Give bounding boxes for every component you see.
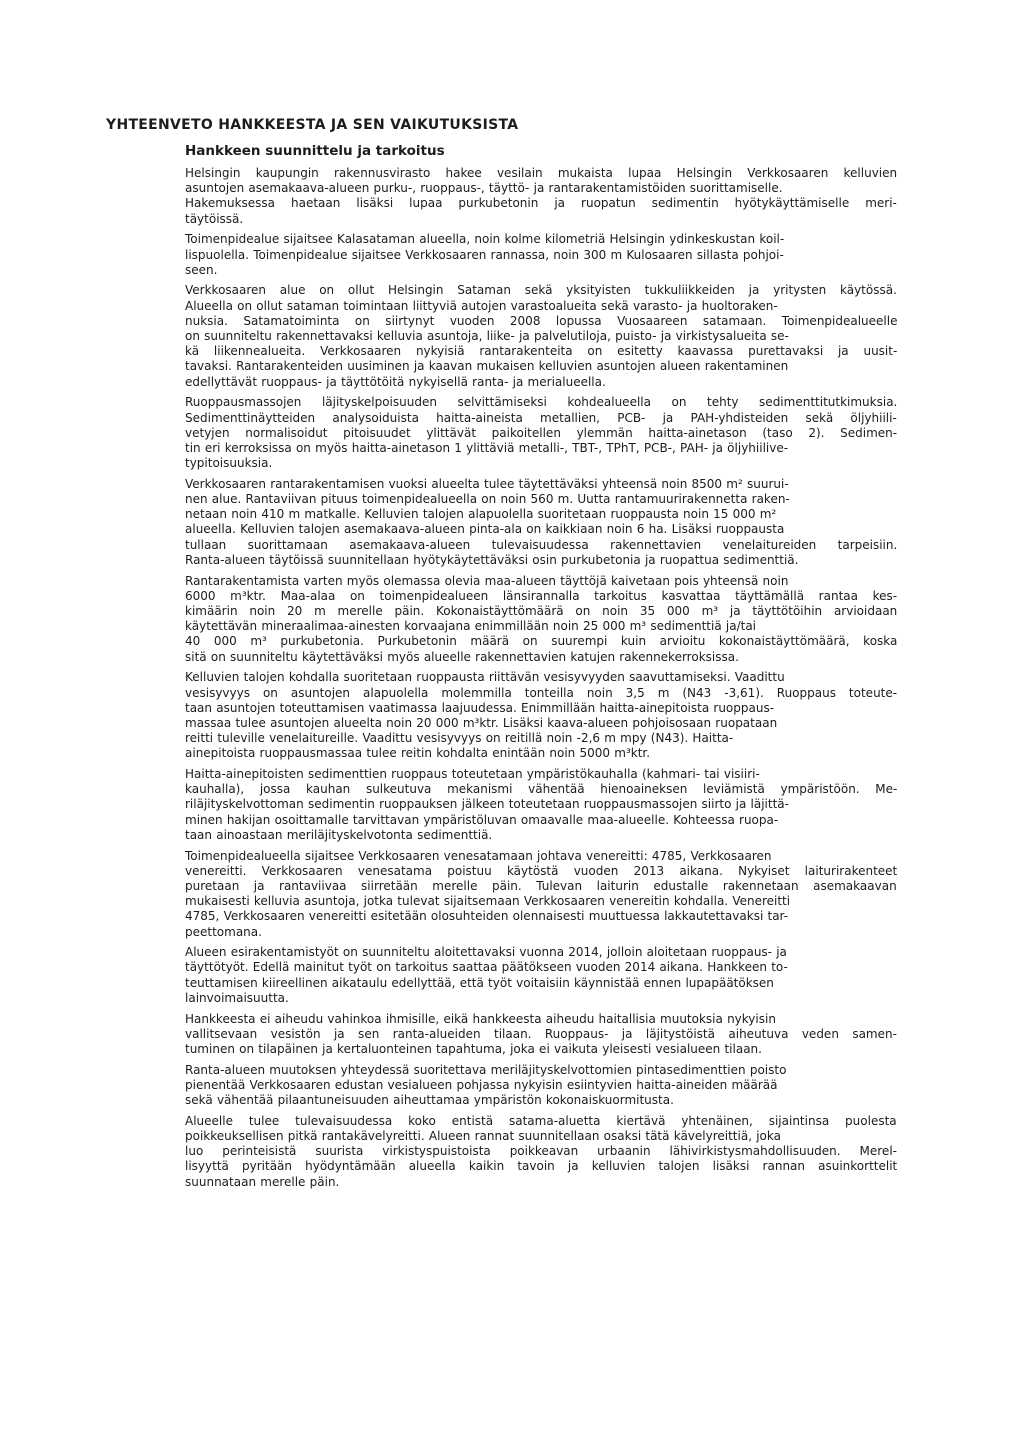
text-line: Ranta-alueen täytöissä suunnitellaan hyötykäytettäväksi osin purkubetonia ja ruopattua sedimenttiä. xyxy=(185,552,799,567)
text-line: asuntojen asemakaava-alueen purku-, ruoppaus-, täyttö- ja rantarakentamistöiden suorittamiselle. xyxy=(185,181,783,196)
text-line: Haitta-ainepitoisten sedimenttien ruoppaus toteutetaan ympäristökauhalla (kahmari- tai visiiri- xyxy=(185,767,760,782)
text-line: suunnataan merelle päin. xyxy=(185,1174,340,1189)
text-line: Hakemuksessa haetaan lisäksi lupaa purkubetonin ja ruopatun sedimentin hyötykäyttämiselle meri- xyxy=(185,196,897,211)
text-line: typitoisuuksia. xyxy=(185,456,273,471)
text-line: venereitti. Verkkosaaren venesatama poistuu käytöstä vuoden 2013 aikana. Nykyiset laiturirakenteet xyxy=(185,863,898,878)
text-line: luo perinteisistä suurista virkistyspuistoista poikkeavan urbaanin lähivirkistysmahdollisuuden. Merel- xyxy=(185,1144,897,1159)
text-line: Helsingin kaupungin rakennusvirasto hakee vesilain mukaista lupaa Helsingin Verkkosaaren kelluvien xyxy=(185,166,898,180)
text-line: Kelluvien talojen kohdalla suoritetaan ruoppausta riittävän vesisyvyyden saavuttamiseksi. Vaadittu xyxy=(185,670,785,685)
text-line: kauhalla), jossa kauhan sulkeutuva mekanismi vähentää hienoaineksen leviämistä ympäristöön. Me- xyxy=(185,782,898,797)
text-line: mukaisesti kelluvia asuntoja, jotka tulevat sijaitsemaan Verkkosaaren venereitin kohdalla. Venereitti xyxy=(185,894,791,909)
text-line: 40 000 m³ purkubetonia. Purkubetonin määrä on suurempi kuin arvioitu kokonaistäyttömäärä, koska xyxy=(185,634,898,649)
text-line: Alueen esirakentamistyöt on suunniteltu aloitettavaksi vuonna 2014, jolloin aloitetaan ruoppaus- ja xyxy=(185,945,787,960)
text-line: Verkkosaaren rantarakentamisen vuoksi alueelta tulee täytettäväksi yhteensä noin 8500 m² suurui- xyxy=(185,476,789,491)
text-line: ainepitoista ruoppausmassaa tulee reitin kohdalta enintään noin 5000 m³ktr. xyxy=(185,746,651,761)
paragraph xyxy=(185,283,897,389)
text-line: Hankkeesta ei aiheudu vahinkoa ihmisille, eikä hankkeesta aiheudu haitallisia muutoksia nykyisin xyxy=(185,1011,776,1026)
text-line: reitti tuleville venelaitureille. Vaadittu vesisyvyys on reitillä noin -2,6 m mpy (N43). Haitta- xyxy=(185,731,734,746)
text-line: 6000 m³ktr. Maa-alaa on toimenpidealueen länsirannalla tarkoitus kasvattaa täyttämällä rantaa kes- xyxy=(185,588,898,603)
paragraph xyxy=(185,670,897,761)
body-text xyxy=(185,166,897,1195)
text-line: teuttamisen kiireellinen aikataulu edellyttää, että työt voitaisiin käynnistää ennen lupapäätöksen xyxy=(185,975,774,990)
text-line: vallitsevaan vesistön ja sen ranta-alueiden tilaan. Ruoppaus- ja läjitystöistä aiheutuva veden samen- xyxy=(185,1026,897,1041)
text-line: Sedimenttinäytteiden analysoiduista haitta-aineista metallien, PCB- ja PAH-yhdisteiden sekä öljyhiili- xyxy=(185,410,897,425)
text-line: on suunniteltu rakennettavaksi kelluvia asuntoja, liike- ja palvelutiloja, puisto- ja virkistysalueita se- xyxy=(185,329,789,344)
text-line: 4785, Verkkosaaren venereitti esitetään olosuhteiden olennaisesti muuttuessa lakkautettavaksi tar- xyxy=(185,909,789,924)
paragraph xyxy=(185,1063,897,1109)
document-heading: YHTEENVETO HANKKEESTA JA SEN VAIKUTUKSISTA xyxy=(106,117,519,133)
text-line: lispuolella. Toimenpidealue sijaitsee Verkkosaaren rannassa, noin 300 m Kulosaaren sillasta pohjoi- xyxy=(185,247,784,262)
paragraph xyxy=(185,166,897,227)
text-line: minen hakijan osoittamalle tarvittavan ympäristöluvan omaavalle maa-alueelle. Kohteessa ruopa- xyxy=(185,812,779,827)
text-line: tavaksi. Rantarakenteiden uusiminen ja kaavan mukaisen kelluvien asuntojen alueen rakentaminen xyxy=(185,359,789,374)
paragraph xyxy=(185,477,897,568)
text-line: sekä vähentää pilaantuneisuuden aiheuttamaa ympäristön kokonaiskuormitusta. xyxy=(185,1093,674,1108)
paragraph xyxy=(185,849,897,940)
text-line: tin eri kerroksissa on myös haitta-ainetason 1 ylittäviä metalli-, TBT-, TPhT, PCB-, PAH- ja öljyhiilive- xyxy=(185,440,789,455)
text-line: Ruoppausmassojen läjityskelpoisuuden selvittämiseksi kohdealueella on tehty sedimenttitutkimuksia. xyxy=(185,395,898,410)
paragraph xyxy=(185,1012,897,1058)
text-line: taan ainoastaan meriläjityskelvotonta sedimenttiä. xyxy=(185,827,493,842)
paragraph xyxy=(185,945,897,1006)
text-line: netaan noin 410 m matkalle. Kelluvien talojen alapuolella suoritetaan ruoppausta noin 15 000 m² xyxy=(185,507,777,522)
text-line: massaa tulee asuntojen alueelta noin 20 000 m³ktr. Lisäksi kaava-alueen pohjoisosaan ruopataan xyxy=(185,715,778,730)
text-line: Rantarakentamista varten myös olemassa olevia maa-alueen täyttöjä kaivetaan pois yhteensä noin xyxy=(185,573,789,588)
text-line: seen. xyxy=(185,262,218,277)
text-line: Toimenpidealue sijaitsee Kalasataman alueella, noin kolme kilometriä Helsingin ydinkeskustan koil- xyxy=(185,232,785,247)
text-line: puretaan ja rantaviivaa siirretään merelle päin. Tulevan laiturin edustalle rakennetaan asemakaavan xyxy=(185,878,897,893)
text-line: käytettävän mineraalimaa-ainesten korvaajana enimmillään noin 25 000 m³ sedimenttiä ja/tai xyxy=(185,619,757,634)
paragraph xyxy=(185,232,897,278)
paragraph xyxy=(185,767,897,843)
paragraph xyxy=(185,1114,897,1190)
text-line: peettomana. xyxy=(185,924,262,939)
text-line: riläjityskelvottoman sedimentin ruoppauksen jälkeen toteutetaan ruoppausmassojen siirto ja läjittä- xyxy=(185,797,789,812)
text-line: poikkeuksellisen pitkä rantakävelyreitti. Alueen rannat suunnitellaan osaksi tätä kävelyreittiä, joka xyxy=(185,1128,781,1143)
text-line: taan asuntojen toteuttamisen vaatimassa laajuudessa. Enimmillään haitta-ainepitoista ruoppaus- xyxy=(185,700,775,715)
text-line: pienentää Verkkosaaren edustan vesialueen pohjassa nykyisin esiintyvien haitta-aineiden määrää xyxy=(185,1077,778,1092)
text-line: edellyttävät ruoppaus- ja täyttötöitä nykyisellä ranta- ja merialueella. xyxy=(185,374,606,389)
text-line: tullaan suorittamaan asemakaava-alueen tulevaisuudessa rakennettavien venelaitureiden tarpeisiin. xyxy=(185,537,898,552)
section-heading: Hankkeen suunnittelu ja tarkoitus xyxy=(185,143,445,159)
text-line: sitä on suunniteltu käytettäväksi myös alueelle rakennettavien katujen rakennekerroksissa. xyxy=(185,649,739,664)
text-line: nen alue. Rantaviivan pituus toimenpidealueella on noin 560 m. Uutta rantamuurirakennetta raken- xyxy=(185,492,790,507)
text-line: täytöissä. xyxy=(185,211,244,226)
text-line: Verkkosaaren alue on ollut Helsingin Sataman sekä yksityisten tukkuliikkeiden ja yritysten käytössä. xyxy=(185,283,897,298)
text-line: kä liikennealueita. Verkkosaaren nykyisiä rantarakenteita on esitetty kaavassa purettavaksi ja uusit- xyxy=(185,344,898,359)
text-line: tuminen on tilapäinen ja kertaluonteinen tapahtuma, joka ei vaikuta yleisesti vesialueen tilaan. xyxy=(185,1041,762,1056)
paragraph xyxy=(185,395,897,471)
text-line: lainvoimaisuutta. xyxy=(185,990,289,1005)
text-line: vesisyvyys on asuntojen alapuolella molemmilla tonteilla noin 3,5 m (N43 -3,61). Ruoppaus toteute- xyxy=(185,685,898,700)
text-line: täyttötyöt. Edellä mainitut työt on tarkoitus saattaa päätökseen vuoden 2014 aikana. Hankkeen to- xyxy=(185,960,788,975)
text-line: Ranta-alueen muutoksen yhteydessä suoritettava meriläjityskelvottomien pintasedimenttien poisto xyxy=(185,1062,787,1077)
text-line: kimäärin noin 20 m merelle päin. Kokonaistäyttömäärä on noin 35 000 m³ ja täyttötöihin arvioidaan xyxy=(185,603,898,618)
text-line: lisyyttä pyritään hyödyntämään alueella kaikin tavoin ja kelluvien talojen lisäksi rannan asuinkorttelit xyxy=(185,1159,898,1174)
text-line: Alueelle tulee tulevaisuudessa koko entistä satama-aluetta kiertävä yhtenäinen, sijaintinsa puolesta xyxy=(185,1113,897,1128)
text-line: alueella. Kelluvien talojen asemakaava-alueen pinta-ala on kaikkiaan noin 6 ha. Lisäksi ruoppausta xyxy=(185,522,785,537)
paragraph xyxy=(185,574,897,665)
text-line: Toimenpidealueella sijaitsee Verkkosaaren venesatamaan johtava venereitti: 4785, Verkkosaaren xyxy=(185,848,772,863)
text-line: vetyjen normalisoidut pitoisuudet ylittävät paikoitellen ylemmän haitta-ainetason (taso 2). Sedimen- xyxy=(185,425,898,440)
text-line: Alueella on ollut sataman toimintaan liittyviä autojen varastoalueita sekä varasto- ja huoltoraken- xyxy=(185,298,778,313)
text-line: nuksia. Satamatoiminta on siirtynyt vuoden 2008 lopussa Vuosaareen satamaan. Toimenpidealueelle xyxy=(185,313,898,328)
